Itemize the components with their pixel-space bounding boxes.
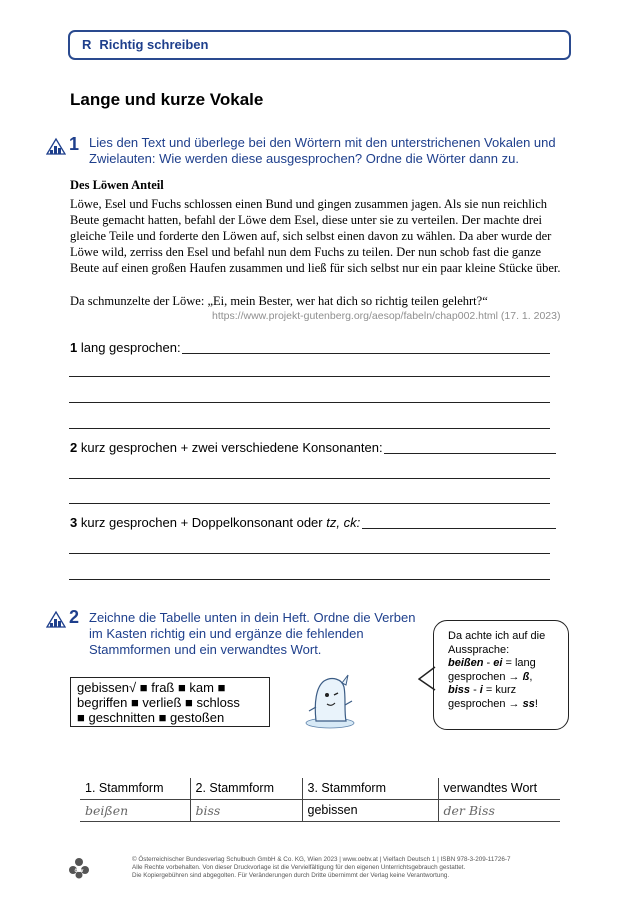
answer-line[interactable] [182,353,550,354]
bubble-word: beißen [448,657,484,669]
table-cell[interactable]: der Biss [438,799,560,821]
answer-line[interactable] [69,376,550,377]
bubble-letter: ß [522,670,530,683]
bubble-separator: - [470,684,480,696]
chapter-header [68,30,571,60]
footer-line: Die Kopiergebühren sind abgegolten. Für Veränderungen durch Dritte übernimmt der Verlag keine Verantwortung. [132,872,450,879]
publisher-logo-text: öbv [74,868,84,874]
chapter-title: Richtig schreiben [99,37,209,52]
bubble-line: Aussprache: [448,643,510,656]
question-text: kurz gesprochen + Doppelkonsonant oder [80,515,323,530]
task-instruction [89,610,415,658]
mascot-illustration [302,673,360,729]
answer-line[interactable] [384,453,556,454]
table-cell[interactable]: beißen [80,799,190,821]
question-1 [70,340,181,355]
question-number: 2 [70,440,78,455]
table-header: 3. Stammform [302,778,438,799]
bubble-punct: ! [534,697,538,710]
task-instruction [89,135,556,167]
footer-line: Alle Rechte vorbehalten. Von dieser Druckvorlage ist die Vervielfältigung für den eigenen Unterrichtsgebrauch gestattet. [132,864,466,871]
bubble-vowel: i [479,684,483,696]
task-instruction-line: im Kasten richtig ein und ergänze die fehlenden [89,626,364,641]
answer-line[interactable] [69,503,550,504]
task-number: 2 [69,607,80,627]
task-instruction-line: Stammformen und ein verwandtes Wort. [89,642,322,657]
table-row [80,799,560,821]
bubble-rule: gesprochen → [448,697,523,710]
publisher-logo [69,857,89,879]
footer-line: © Österreichischer Bundesverlag Schulbuch GmbH & Co. KG, Wien 2023 | www.oebv.at | Vielfach Deutsch 1 | ISBN 978-3-209-11726-7 [132,856,511,863]
story-quote: Da schmunzelte der Löwe: „Ei, mein Bester, wer hat dich so richtig teilen gelehrt?“ [70,294,488,308]
bubble-line: Da achte ich auf die [448,630,546,642]
bubble-punct: , [529,670,533,683]
bubble-line [448,657,554,671]
table-cell[interactable]: gebissen [302,799,438,821]
answer-line[interactable] [69,579,550,580]
answer-line[interactable] [69,478,550,479]
verb-row: begriffen ■ verließ ■ schloss [77,695,240,710]
task-number: 1 [69,134,80,154]
page-title: Lange und kurze Vokale [70,90,264,109]
question-number: 3 [70,515,78,530]
speech-bubble [433,620,569,730]
bubble-letter: ss [522,697,535,710]
difficulty-stairs-icon [46,137,66,155]
bubble-rule: = lang [502,657,536,669]
answer-line[interactable] [362,528,556,529]
bubble-rule: = kurz [482,684,517,696]
story-title: Des Löwen Anteil [70,178,164,192]
question-3 [70,515,360,530]
question-number: 1 [70,340,78,355]
question-text: lang gesprochen: [80,340,181,355]
table-cell[interactable]: biss [190,799,302,821]
answer-line[interactable] [69,428,550,429]
table-header: 2. Stammform [190,778,302,799]
stammformen-table [80,778,560,822]
bubble-rule: gesprochen → [448,670,523,683]
answer-line[interactable] [69,553,550,554]
bubble-vowel: ei [493,657,503,669]
verb-row: ■ geschnitten ■ gestoßen [77,710,225,725]
task-instruction-line: Zeichne die Tabelle unten in dein Heft. Ordne die Verben [89,610,416,625]
copyright-footer [132,856,572,880]
table-header: 1. Stammform [80,778,190,799]
question-italic: tz, ck: [326,515,361,530]
answer-line[interactable] [69,402,550,403]
bubble-line [448,671,554,685]
bubble-line [448,684,554,698]
question-text: kurz gesprochen + zwei verschiedene Konsonanten: [80,440,383,455]
bubble-separator: - [483,657,494,669]
bubble-word: biss [448,684,471,696]
bubble-line [448,698,554,712]
verb-row: gebissen√ ■ fraß ■ kam ■ [77,680,226,695]
task-instruction-line: Zwielauten: Wie werden diese ausgesprochen? Ordne die Wörter dann zu. [89,151,519,166]
table-header: verwandtes Wort [438,778,560,799]
task-instruction-line: Lies den Text und überlege bei den Wörtern mit den unterstrichenen Vokalen und [89,135,556,150]
chapter-letter: R [82,37,92,52]
question-2 [70,440,383,455]
verb-word-box [70,677,270,727]
difficulty-stairs-icon [46,610,66,628]
story-text: Löwe, Esel und Fuchs schlossen einen Bund und gingen zusammen jagen. Als sie nun reichlich Beute gemacht hatten, befahl der Löwe dem Esel, diese unter sie zu verteilen. Der machte drei gleiche Teile und forderte den Löwen auf, sich selbst einen davon zu wählen. Da aber wurde der Löwe wild, zerriss den Esel und befahl nun dem Fuchs zu teilen. Der nun schob fast die ganze Beute auf einen großen Haufen zusammen und ließ für sich selbst nur ein paar kleine Stücke über. [70,197,561,275]
table-header-row [80,778,560,799]
source-url: https://www.projekt-gutenberg.org/aesop/fabeln/chap002.html (17. 1. 2023) [212,310,561,322]
